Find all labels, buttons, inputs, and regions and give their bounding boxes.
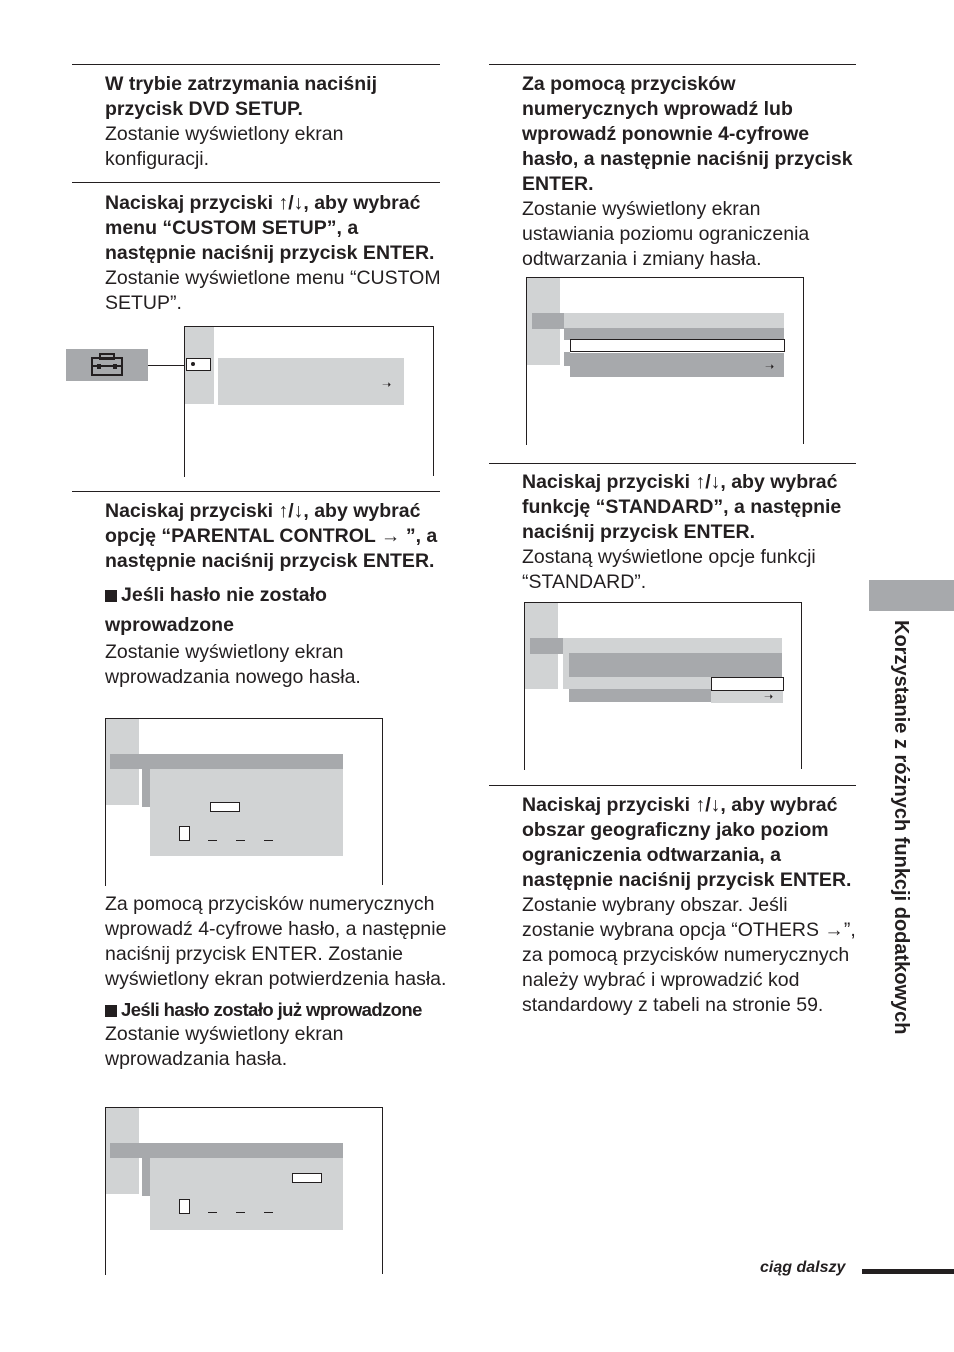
subheading-existing-password: Jeśli hasło zostało już wprowadzone — [105, 997, 450, 1022]
step4-divider — [489, 64, 856, 65]
step3-result-existing: Zostanie wyświetlony ekran wprowadzania hasła. — [105, 1023, 344, 1070]
bullet-square-icon — [105, 1005, 117, 1017]
screen3-password-panel — [150, 1158, 343, 1230]
subheading-new-password: Jeśli hasło nie zostało wprowadzone — [105, 584, 327, 636]
step1-result: Zostanie wyświetlony ekran konfiguracji. — [105, 123, 344, 170]
screen1-selected-item — [186, 358, 211, 371]
step6-divider — [489, 785, 856, 786]
screen5-standard-row — [569, 689, 711, 702]
step2-divider — [72, 182, 440, 183]
side-tab-label: Korzystanie z różnych funkcji dodatkowych — [890, 620, 912, 1035]
continued-bar — [862, 1269, 954, 1274]
step5 — [522, 470, 857, 595]
screen5-arrow-icon: ➝ — [764, 691, 774, 703]
step3-instruction: Naciskaj przyciski ↑/↓, aby wybrać opcję “PARENTAL CONTROL → ”, a następnie naciśnij przycisk ENTER. — [105, 500, 438, 572]
step5-result: Zostaną wyświetlone opcje funkcji “STANDARD”. — [522, 546, 816, 593]
after-new-password-text: Za pomocą przycisków numerycznych wprowadź 4-cyfrowe hasło, a następnie naciśnij przycisk ENTER. Zostanie wyświetlony ekran potwierdzenia hasła. Jeśli hasło zostało już wprowadzone Zostanie wyświetlony ekran wprowadzania hasła. — [105, 892, 450, 1072]
step1-instruction: W trybie zatrzymania naciśnij przycisk DVD SETUP. — [105, 73, 378, 120]
step1-divider — [72, 64, 440, 65]
screen2-password-panel — [150, 769, 343, 856]
step5-instruction: Naciskaj przyciski ↑/↓, aby wybrać funkcję “STANDARD”, a następnie naciśnij przycisk ENTER. — [522, 471, 842, 543]
bullet-square-icon — [105, 590, 117, 602]
step1 — [105, 72, 445, 172]
screen4-arrow-icon: ➝ — [765, 361, 775, 373]
screen4-change-row — [570, 353, 784, 377]
screen1-arrow-icon: ➝ — [382, 379, 392, 391]
screen3-password-cursor — [179, 1199, 190, 1214]
screen2-password-cursor — [179, 826, 190, 841]
step4 — [522, 72, 857, 272]
screen2-ok-box — [210, 802, 240, 812]
step6 — [522, 793, 862, 1018]
side-tab-marker — [869, 580, 954, 611]
screen3-header-bar — [110, 1143, 343, 1158]
step2-result: Zostanie wyświetlone menu “CUSTOM SETUP”. — [105, 267, 441, 314]
continued-label: ciąg dalszy — [760, 1259, 846, 1276]
step3-result-new: Zostanie wyświetlony ekran wprowadzania nowego hasła. — [105, 641, 361, 688]
screen4-selected-row — [570, 339, 785, 352]
step2-instruction: Naciskaj przyciski ↑/↓, aby wybrać menu “CUSTOM SETUP”, a następnie naciśnij przycisk ENTER. — [105, 192, 435, 264]
setup-icon-tab — [66, 349, 148, 381]
screen1-menu-panel — [218, 358, 404, 405]
step6-instruction: Naciskaj przyciski ↑/↓, aby wybrać obszar geograficzny jako poziom ograniczenia odtwarzania, a następnie naciśnij przycisk ENTER. — [522, 794, 852, 891]
step4-instruction: Za pomocą przycisków numerycznych wprowadź lub wprowadź ponownie 4-cyfrowe hasło, a następnie naciśnij przycisk ENTER. — [522, 73, 853, 195]
screen3-ok-box — [292, 1173, 322, 1183]
step3-divider — [72, 491, 440, 492]
toolbox-icon — [66, 349, 148, 381]
step4-result: Zostanie wyświetlony ekran ustawiania poziomu ograniczenia odtwarzania i zmiany hasła. — [522, 198, 810, 270]
screen5-selected-box — [711, 677, 784, 691]
screen2-header-bar — [110, 754, 343, 769]
step2 — [105, 191, 445, 316]
step6-result: Zostanie wybrany obszar. Jeśli zostanie wybrana opcja “OTHERS →”, za pomocą przycisków numerycznych należy wybrać i wprowadzić kod standardowy z tabeli na stronie 59. — [522, 894, 856, 1016]
icon-connector — [148, 365, 186, 366]
step5-divider — [489, 463, 856, 464]
step3 — [105, 499, 445, 690]
